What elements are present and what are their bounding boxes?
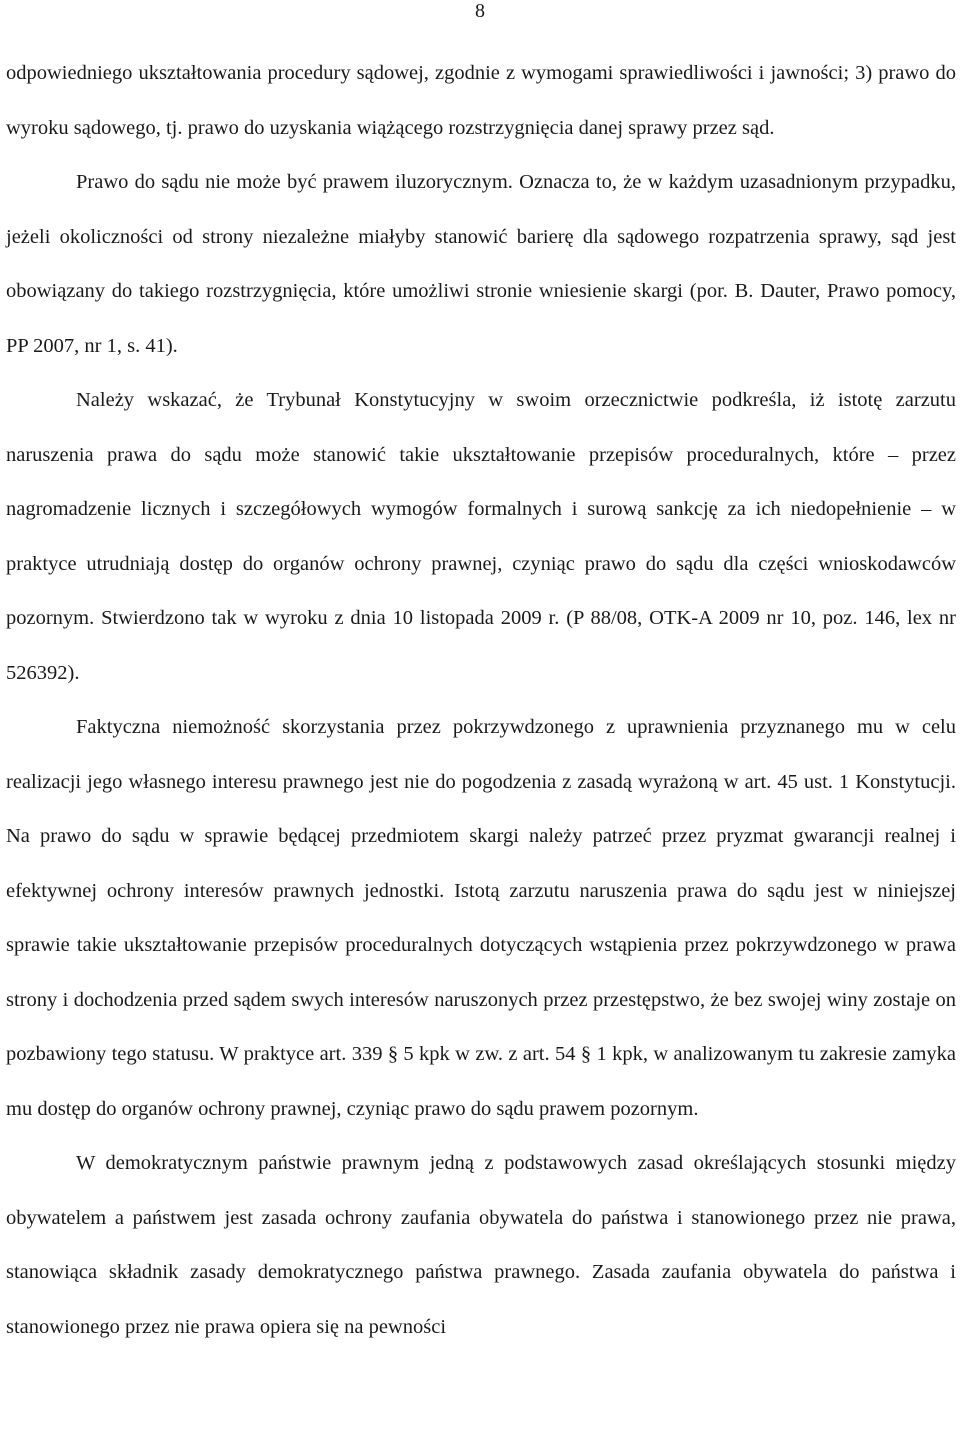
paragraph-democratic-state: W demokratycznym państwie prawnym jedną z podstawowych zasad określających stosunki między obywatelem a państwem jest zasada ochrony zaufania obywatela do państwa i stanowionego przez nie prawa, stanowiąca składnik zasady demokratycznego państwa prawnego. Zasada zaufania obywatela do państwa i stanowionego przez nie prawa opiera się na pewności [6, 1152, 956, 1338]
paragraph-right-to-court: Prawo do sądu nie może być prawem iluzorycznym. Oznacza to, że w każdym uzasadnionym przypadku, jeżeli okoliczności od strony niezależne miałyby stanowić barierę dla sądowego rozpatrzenia sprawy, sąd jest obowiązany do takiego rozstrzygnięcia, które umożliwi stronie wniesienie skargi (por. B. Dauter, Prawo pomocy, PP 2007, nr 1, s. 41). [6, 171, 956, 357]
page-number: 8 [475, 0, 485, 22]
paragraph-continuation: odpowiedniego ukształtowania procedury sądowej, zgodnie z wymogami sprawiedliwości i jawności; 3) prawo do wyroku sądowego, tj. prawo do uzyskania wiążącego rozstrzygnięcia danej sprawy przez sąd. [6, 62, 956, 139]
paragraph-constitutional-tribunal: Należy wskazać, że Trybunał Konstytucyjny w swoim orzecznictwie podkreśla, iż istotę zarzutu naruszenia prawa do sądu może stanowić takie ukształtowanie przepisów proceduralnych, które – przez nagromadzenie licznych i szczegółowych wymogów formalnych i surową sankcję za ich niedopełnienie – w praktyce utrudniają dostęp do organów ochrony prawnej, czyniąc prawo do sądu dla części wnioskodawców pozornym. Stwierdzono tak w wyroku z dnia 10 listopada 2009 r. (P 88/08, OTK-A 2009 nr 10, poz. 146, lex nr 526392). [6, 389, 956, 684]
paragraph-factual-impossibility: Faktyczna niemożność skorzystania przez pokrzywdzonego z uprawnienia przyznanego mu w celu realizacji jego własnego interesu prawnego jest nie do pogodzenia z zasadą wyrażoną w art. 45 ust. 1 Konstytucji. Na prawo do sądu w sprawie będącej przedmiotem skargi należy patrzeć przez pryzmat gwarancji realnej i efektywnej ochrony interesów prawnych jednostki. Istotą zarzutu naruszenia prawa do sądu jest w niniejszej sprawie takie ukształtowanie przepisów proceduralnych dotyczących wstąpienia przez pokrzywdzonego w prawa strony i dochodzenia przed sądem swych interesów naruszonych przez przestępstwo, że bez swojej winy zostaje on pozbawiony tego statusu. W praktyce art. 339 § 5 kpk w zw. z art. 54 § 1 kpk, w analizowanym tu zakresie zamyka mu dostęp do organów ochrony prawnej, czyniąc prawo do sądu prawem pozornym. [6, 716, 956, 1120]
document-body [6, 46, 956, 1354]
